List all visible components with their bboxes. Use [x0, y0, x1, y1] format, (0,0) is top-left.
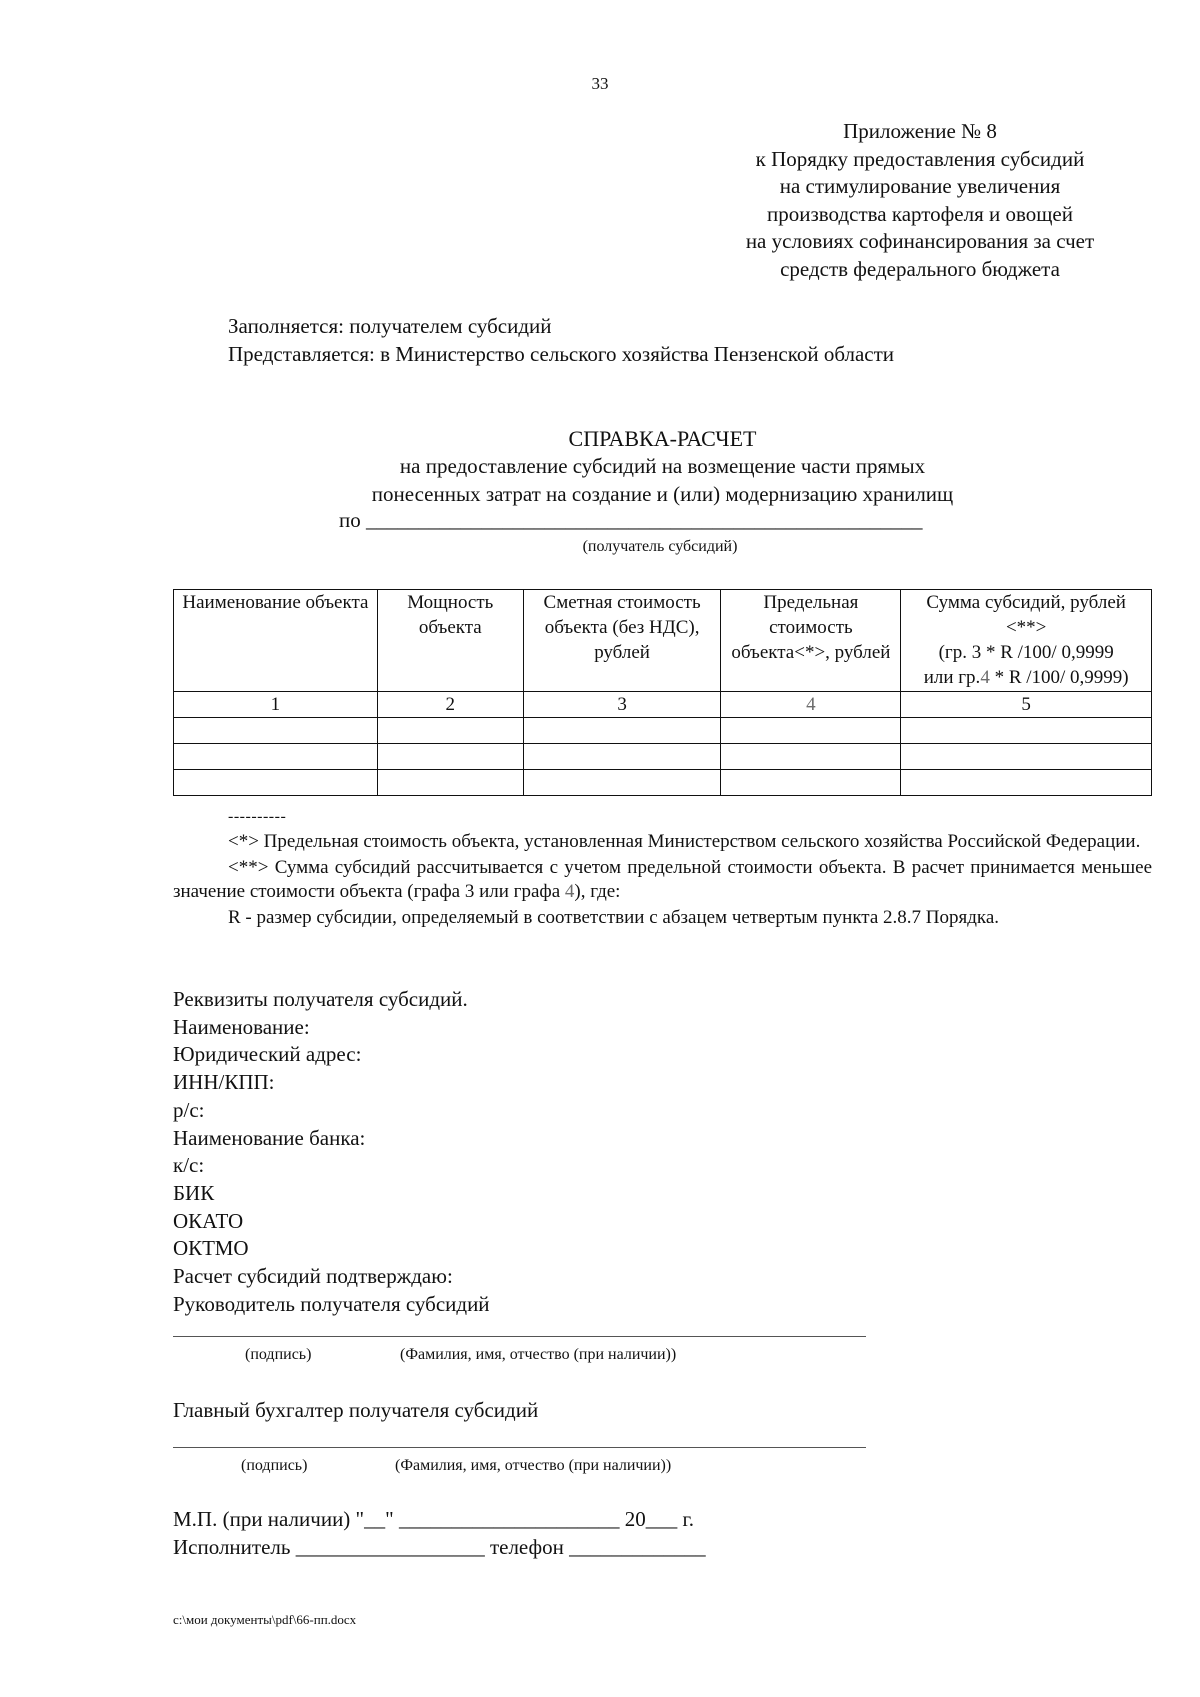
header-subsidy-line — [904, 665, 1148, 690]
executor-phone-line: Исполнитель __________________ телефон _____________ — [173, 1535, 706, 1559]
document-subtitle — [0, 453, 1200, 508]
table-cell — [174, 744, 378, 770]
requisite-item: Расчет субсидий подтверждаю: — [173, 1264, 453, 1289]
submitted-to: Представляется: в Министерство сельского хозяйства Пензенской области — [228, 341, 895, 366]
appendix-line: на условиях софинансирования за счет — [745, 229, 1095, 253]
document-title: СПРАВКА-РАСЧЕТ — [568, 426, 757, 451]
appendix-line: на стимулирование увеличения — [779, 174, 1061, 198]
page-number: 33 — [591, 74, 609, 93]
header-subsidy-text: или гр. — [923, 667, 981, 688]
footnote-separator: ---------- — [228, 808, 287, 825]
requisite-item: БИК — [173, 1180, 215, 1205]
head-name-caption: (Фамилия, имя, отчество (при наличии)) — [400, 1346, 677, 1363]
header-subsidy-line: (гр. 3 * R /100/ 0,9999 — [938, 642, 1114, 663]
table-cell — [523, 718, 721, 744]
requisite-item: Руководитель получателя субсидий — [173, 1291, 490, 1316]
accountant-signature-line — [173, 1447, 866, 1448]
footnote-3: R - размер субсидии, определяемый в соответствии с абзацем четвертым пункта 2.8.7 Порядка. — [228, 907, 1000, 928]
calculation-table — [173, 589, 1152, 796]
appendix-line: Приложение № 8 — [843, 119, 997, 143]
recipient-caption: (получатель субсидий) — [582, 538, 738, 555]
column-number: 2 — [377, 692, 523, 718]
header-object-name: Наименование объекта — [174, 590, 378, 692]
requisite-item: ИНН/КПП: — [173, 1070, 275, 1095]
table-row — [174, 770, 1152, 796]
header-limit-cost: Предельная стоимость объекта<*>, рублей — [721, 590, 901, 692]
table-cell — [901, 718, 1152, 744]
table-cell — [523, 770, 721, 796]
file-path-footer: c:\мои документы\pdf\66-пп.docx — [173, 1612, 357, 1627]
appendix-line: к Порядку предоставления субсидий — [755, 146, 1085, 171]
table-cell — [174, 770, 378, 796]
column-number: 4 — [721, 692, 901, 718]
footnotes — [173, 830, 1152, 932]
header-subsidy-text: * R /100/ 0,9999) — [989, 667, 1129, 688]
table-cell — [377, 770, 523, 796]
header-object-capacity: Мощность объекта — [377, 590, 523, 692]
header-subsidy-ref: 4 — [980, 667, 990, 688]
subtitle-line: на предоставление субсидий на возмещение части прямых — [399, 454, 926, 478]
footnote-2-text: ), где: — [574, 881, 621, 902]
footnote-1: <*> Предельная стоимость объекта, установленная Министерством сельского хозяйства Российской Федерации. — [228, 831, 1141, 852]
requisite-item: ОКТМО — [173, 1236, 249, 1261]
column-number: 1 — [174, 692, 378, 718]
column-number: 5 — [901, 692, 1152, 718]
column-number: 3 — [523, 692, 721, 718]
requisite-item: Реквизиты получателя субсидий. — [173, 987, 468, 1011]
head-sign-caption: (подпись) — [245, 1346, 312, 1363]
footnote-2-ref: 4 — [564, 881, 575, 902]
header-subsidy-sum — [901, 590, 1152, 692]
accountant-name-caption: (Фамилия, имя, отчество (при наличии)) — [395, 1457, 672, 1474]
recipient-field: по _____________________________________________________ — [339, 508, 923, 532]
table-row — [174, 718, 1152, 744]
table-cell — [377, 718, 523, 744]
table-cell — [523, 744, 721, 770]
table-cell — [721, 770, 901, 796]
chief-accountant-label: Главный бухгалтер получателя субсидий — [173, 1398, 539, 1422]
accountant-sign-caption: (подпись) — [241, 1457, 308, 1474]
stamp-date-line: М.П. (при наличии) "__" _____________________ 20___ г. — [173, 1507, 694, 1531]
appendix-line: производства картофеля и овощей — [767, 201, 1073, 226]
requisite-item: ОКАТО — [173, 1208, 244, 1233]
table-header-row — [174, 590, 1152, 692]
footnote-2 — [173, 856, 1152, 904]
column-number-row — [174, 692, 1152, 718]
table-cell — [721, 718, 901, 744]
table-row — [174, 744, 1152, 770]
header-subsidy-line: Сумма субсидий, рублей — [926, 592, 1126, 613]
requisite-item: р/с: — [173, 1097, 205, 1122]
table-cell — [174, 718, 378, 744]
table-cell — [901, 770, 1152, 796]
requisite-item: Наименование: — [173, 1014, 310, 1039]
subtitle-line: понесенных затрат на создание и (или) модернизацию хранилищ — [371, 481, 954, 506]
table-cell — [901, 744, 1152, 770]
header-estimated-cost: Сметная стоимость объекта (без НДС), рублей — [523, 590, 721, 692]
table-cell — [377, 744, 523, 770]
footnote-2-text: <**> Сумма субсидий рассчитывается с учетом предельной стоимости объекта. В расчет принимается меньшее значение стоимости объекта (графа 3 или графа — [173, 857, 1152, 902]
form-meta — [228, 313, 894, 368]
appendix-block — [690, 118, 1150, 283]
appendix-line: средств федерального бюджета — [780, 256, 1060, 281]
requisite-item: к/с: — [173, 1153, 205, 1178]
recipient-requisites — [173, 986, 490, 1318]
table-cell — [721, 744, 901, 770]
head-signature-line — [173, 1336, 866, 1337]
requisite-item: Юридический адрес: — [173, 1042, 362, 1067]
header-subsidy-line: <**> — [1005, 617, 1047, 638]
filled-by: Заполняется: получателем субсидий — [228, 314, 552, 338]
requisite-item: Наименование банка: — [173, 1125, 366, 1150]
